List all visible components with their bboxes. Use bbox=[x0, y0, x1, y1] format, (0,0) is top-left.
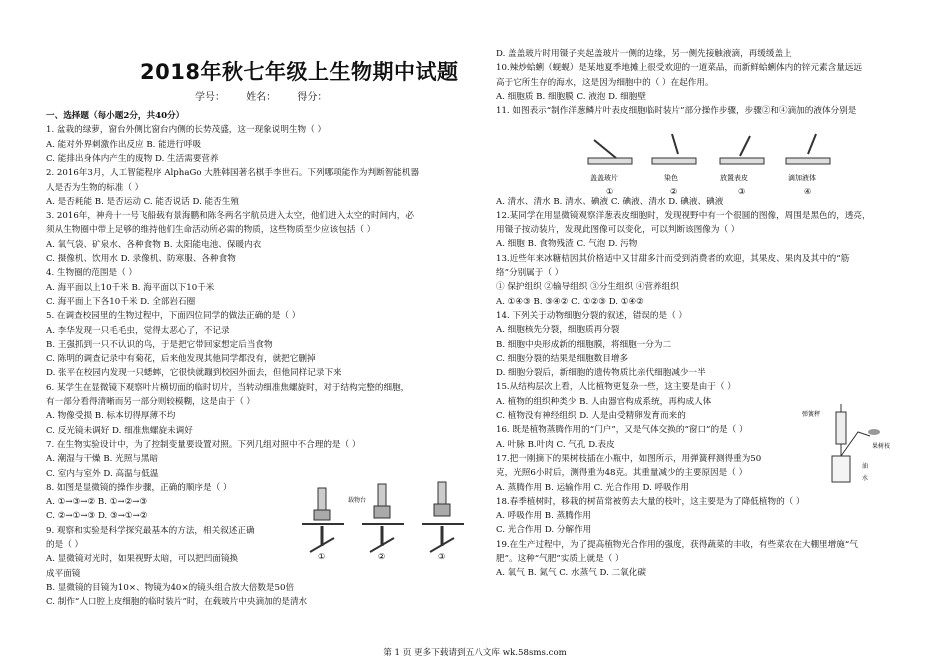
stage-label: 载物台 bbox=[348, 497, 367, 504]
text-line: A. 呼吸作用 B. 蒸腾作用 bbox=[496, 511, 591, 522]
text-line: C. 植物没有神经组织 D. 人是由受精卵发育而来的 bbox=[496, 411, 686, 421]
text-line: C. 反光镜未调好 D. 细准焦螺旋未调好 bbox=[46, 425, 193, 436]
text-line: 12.某同学在用显微镜观察洋葱表皮细胞时，发现视野中有一个很圆的图像，周围是黑色的，透亮， bbox=[496, 210, 871, 221]
text-line: C. ②→①→③ D. ③→①→② bbox=[46, 511, 148, 522]
student-score-label: 得分： bbox=[297, 92, 328, 103]
text-line: 人是否为生物的标准（ ） bbox=[46, 182, 144, 193]
slide-step-3 bbox=[720, 136, 764, 196]
text-line: A. 显微镜对光时，如果视野太暗，可以把凹面镜换 bbox=[46, 554, 239, 565]
text-line: A. 物像受损 B. 标本切得厚薄不均 bbox=[46, 411, 176, 422]
water-label: 水 bbox=[862, 475, 869, 482]
text-line: C. 细胞分裂的结果是细胞数目增多 bbox=[496, 353, 629, 364]
text-line: C. 制作“人口腔上皮细胞的临时装片”时，在载玻片中央滴加的是清水 bbox=[46, 597, 308, 608]
slide-step-3-caption: 放置表皮 bbox=[720, 174, 748, 182]
slide-step-2-num: ② bbox=[670, 187, 678, 196]
text-line: 9. 观察和实验是科学探究最基本的方法，相关叙述正确 bbox=[46, 525, 255, 536]
text-line: 2. 2016年3月，人工智能程序 AlphaGo 大胜韩国著名棋手李世石。下列哪项能作为判断智能机器 bbox=[46, 168, 420, 179]
spring-balance-figure bbox=[800, 402, 910, 490]
page-footer: 第 1 页 更多下载请到五八文库 wk.58sms.com bbox=[383, 648, 567, 658]
text-line: 11. 如图表示“制作洋葱鳞片叶表皮细胞临时装片”部分操作步骤，步骤②和④滴加的液体分别是 bbox=[496, 106, 857, 117]
slide-step-3-num: ③ bbox=[738, 187, 746, 196]
text-line: A. 蒸腾作用 B. 运输作用 C. 光合作用 D. 呼吸作用 bbox=[496, 482, 689, 493]
text-line: C. 摄像机、饮用水 D. 录像机、防寒服、各种食物 bbox=[46, 254, 236, 264]
text-line: D. 盖盖玻片时用镊子夹起盖玻片一侧的边缘，另一侧先接触液滴，再缓缓盖上 bbox=[496, 49, 792, 59]
text-line: A. 细胞 B. 食物残渣 C. 气泡 D. 污物 bbox=[496, 239, 638, 250]
text-line: A. 氧气 B. 氮气 C. 水蒸气 D. 二氧化碳 bbox=[496, 568, 646, 579]
text-line: 1. 盆栽的绿萝，窗台外侧比窗台内侧的长势茂盛，这一现象说明生物（ ） bbox=[46, 125, 327, 136]
slide-step-4-caption: 滴加液体 bbox=[788, 174, 816, 182]
text-line: 15.从结构层次上看，人比植物更复杂一些，这主要是由于（ ） bbox=[496, 382, 736, 393]
student-id-label: 学号： bbox=[195, 92, 225, 103]
text-line: C. 海平面上下各10千米 D. 全部岩石圈 bbox=[46, 296, 196, 307]
text-line: A. 李华发现一只毛毛虫，觉得太恶心了，不记录 bbox=[46, 325, 230, 336]
text-line: 13.近些年来冰糖桔因其价格适中又甘甜多汁而受到消费者的欢迎，其果皮、果肉及其中的“筋 bbox=[496, 253, 850, 264]
oil-label: 油 bbox=[862, 463, 869, 470]
text-line: D. 张平在校园内发现一只蟋蟀，它很快就蹦到校园外面去，但他同样记录下来 bbox=[46, 368, 342, 379]
text-line: 络”分别属于（ ） bbox=[496, 268, 564, 278]
microscope-step-3 bbox=[422, 482, 464, 552]
slide-step-2 bbox=[652, 134, 696, 196]
text-line: A. 是否耗能 B. 是否运动 C. 能否说话 D. 能否生殖 bbox=[46, 196, 239, 207]
fig8-label-2: ② bbox=[378, 552, 386, 560]
text-line: 3. 2016年，神舟十一号飞船载有景海鹏和陈冬两名宇航员进入太空，他们进入太空的时间内，必 bbox=[46, 211, 414, 222]
microscope-step-2 bbox=[362, 484, 404, 552]
text-line: 10.辣炒蛤蜊（蚬蚬）是某地夏季地摊上很受欢迎的一道菜品，而新鲜蛤蜊体内的锌元素含量远远 bbox=[496, 63, 863, 74]
text-line: 14. 下列关于动物细胞分裂的叙述，错误的是（ ） bbox=[496, 310, 688, 321]
slide-step-2-caption: 染色 bbox=[664, 174, 678, 182]
text-line: D. 细胞分裂后，新细胞的遗传物质比亲代细胞减少一半 bbox=[496, 368, 706, 379]
page-title: 2018年秋七年级上生物期中试题 bbox=[140, 60, 459, 84]
slide-step-1 bbox=[588, 140, 632, 196]
text-line: 须从生物圈中带上足够的维持他们生命活动所必需的物质，这些物质至少应该包括（ ） bbox=[46, 225, 376, 236]
text-line: 成平面镜 bbox=[46, 568, 81, 579]
text-line: 6. 某学生在显微镜下观察叶片横切面的临时切片，当转动细准焦螺旋时，对于结构完整的细胞， bbox=[46, 382, 410, 393]
branch-label: 果树枝 bbox=[872, 443, 891, 450]
text-line: C. 陈明的调查记录中有菊花，后来他发现其他同学都没有，就把它删掉 bbox=[46, 354, 316, 365]
text-line: A. 潮湿与干燥 B. 光照与黑暗 bbox=[46, 454, 159, 465]
text-line: A. ①→③→② B. ①→②→③ bbox=[46, 497, 148, 508]
text-line: C. 光合作用 D. 分解作用 bbox=[496, 525, 592, 536]
text-line: A. 细胞质 B. 细胞膜 C. 液泡 D. 细胞壁 bbox=[496, 91, 646, 102]
spring-label: 弹簧秤 bbox=[802, 411, 821, 418]
text-line: A. 氧气袋、矿泉水、各种食物 B. 太阳能电池、保暖内衣 bbox=[46, 239, 262, 250]
text-line: 用镊子按动装片，发现此图像可以变化，可以判断该图像为（ ） bbox=[496, 225, 740, 236]
text-line: B. 王强抓到一只不认识的鸟，于是把它带回家想定后当食物 bbox=[46, 339, 273, 350]
text-line: 16. 既是植物蒸腾作用的“门户”，又是气体交换的“窗口”的是（ ） bbox=[496, 425, 748, 436]
text-line: 18.春季植树时，移栽的树苗常被剪去大量的枝叶，这主要是为了降低植物的（ ） bbox=[496, 496, 805, 507]
fig8-label-3: ③ bbox=[438, 552, 446, 560]
student-name-label: 姓名： bbox=[246, 92, 277, 103]
slide-step-4 bbox=[786, 134, 830, 196]
text-line: A. 细胞核先分裂，细胞质再分裂 bbox=[496, 325, 620, 336]
text-line: 的是（ ） bbox=[46, 540, 84, 550]
text-line: 17.把一刚摘下的果树枝插在小瓶中，如图所示，用弹簧秤测得重为50 bbox=[496, 453, 762, 464]
student-info bbox=[195, 88, 345, 103]
text-line: A. 能对外界刺激作出反应 B. 能进行呼吸 bbox=[46, 139, 202, 150]
text-line: 克，光照6小时后，测得重为48克。其重量减少的主要原因是（ ） bbox=[496, 468, 748, 479]
text-line: 高于它所生存的海水，这是因为细胞中的（ ）在起作用。 bbox=[496, 77, 714, 88]
text-line: 4. 生物圈的范围是（ ） bbox=[46, 268, 138, 279]
text-line: 一、选择题（每小题2分，共40分） bbox=[46, 111, 185, 121]
text-line: A. 海平面以上10千米 B. 海平面以下10千米 bbox=[46, 282, 215, 293]
text-line: 5. 在调查校园里的生物过程中，下面四位同学的做法正确的是（ ） bbox=[46, 311, 301, 322]
slide-step-4-num: ④ bbox=[804, 187, 812, 196]
slide-step-1-num: ① bbox=[606, 187, 614, 196]
microscope-steps-figure bbox=[300, 480, 470, 560]
text-line: B. 显微镜的目镜为10×、物镜为40×的镜头组合放大倍数是50倍 bbox=[46, 582, 295, 593]
text-line: 肥”。这种“气肥”实质上就是（ ） bbox=[496, 554, 624, 564]
fig8-label-1: ① bbox=[318, 552, 326, 560]
slide-preparation-figure bbox=[580, 128, 840, 204]
text-line: B. 细胞中央形成新的细胞膜，将细胞一分为二 bbox=[496, 339, 672, 350]
text-line: A. 植物的组织种类少 B. 人由器官构成系统，再构成人体 bbox=[496, 396, 712, 407]
slide-step-1-caption: 盖盖玻片 bbox=[590, 174, 618, 182]
text-line: A. 叶脉 B.叶肉 C. 气孔 D.表皮 bbox=[496, 439, 615, 450]
text-line: 有一部分看得清晰而另一部分则较模糊，这是由于（ ） bbox=[46, 397, 255, 407]
text-line: A. ①④③ B. ③④② C. ①②③ D. ①④② bbox=[496, 296, 644, 307]
text-line: ① 保护组织 ②输导组织 ③分生组织 ④营养组织 bbox=[496, 282, 679, 293]
microscope-step-1 bbox=[302, 488, 344, 552]
text-line: 8. 如图是显微镜的操作步骤，正确的顺序是（ ） bbox=[46, 482, 232, 493]
text-line: 19.在生产过程中，为了提高植物光合作用的强度，获得蔬菜的丰收，有些菜农在大棚里增施“气 bbox=[496, 539, 858, 550]
text-line: 7. 在生物实验设计中，为了控制变量要设置对照。下列几组对照中不合理的是（ ） bbox=[46, 439, 361, 450]
text-line: A. 清水、清水 B. 清水、碘液 C. 碘液、清水 D. 碘液、碘液 bbox=[496, 196, 724, 207]
text-line: C. 室内与室外 D. 高温与低温 bbox=[46, 468, 159, 479]
text-line: C. 能排出身体内产生的废物 D. 生活需要营养 bbox=[46, 153, 219, 164]
